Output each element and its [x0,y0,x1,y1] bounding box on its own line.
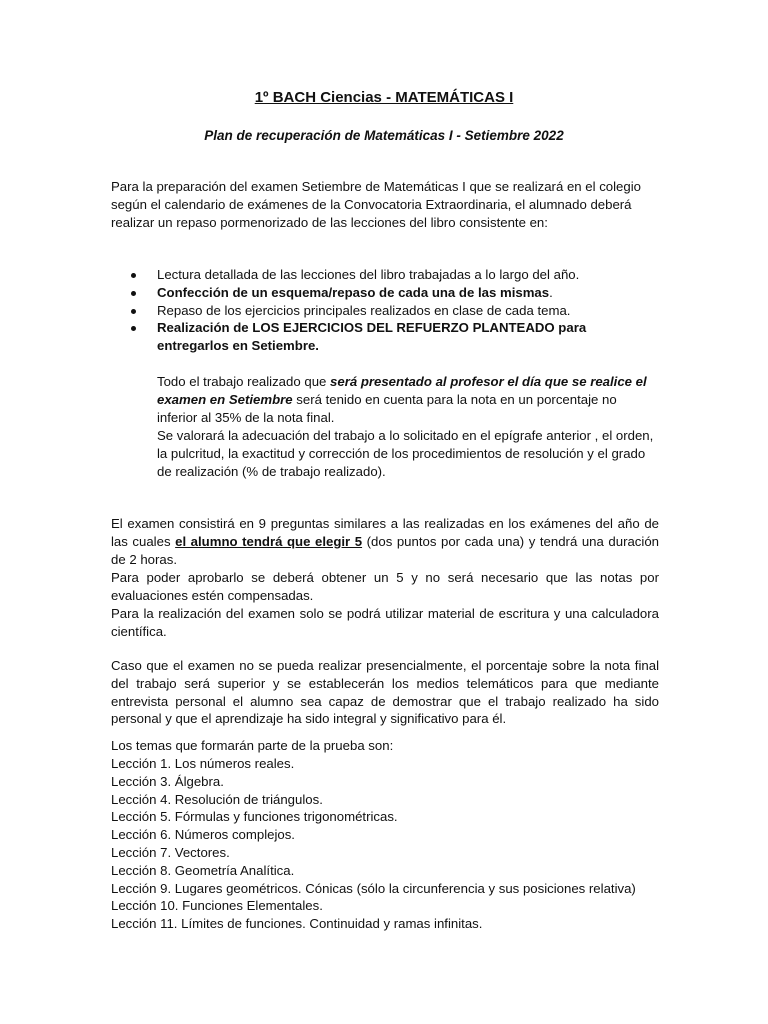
exam-text: El examen consistirá en 9 preguntas similares a las realizadas en los exámenes del año de las cuales [111,516,659,549]
list-item-text-end: . [549,284,553,300]
lesson-item: Lección 8. Geometría Analítica. [111,862,295,878]
exam-materials-paragraph: Para la realización del examen solo se podrá utilizar material de escritura y una calculadora científica. [111,606,659,639]
list-item-text-bold: Confección de un esquema/repaso de cada una de las mismas [157,284,550,300]
list-item-text-bold: Realización de LOS EJERCICIOS DEL REFUERZO PLANTEADO para entregarlos en Setiembre. [157,320,587,354]
lesson-item: Lección 6. Números complejos. [111,827,295,843]
work-emphasis: será presentado al profesor el día que se realice el examen en Setiembre [157,374,647,407]
list-item [111,302,659,320]
list-item [111,319,659,355]
topics-heading: Los temas que formarán parte de la prueba son: [111,738,394,753]
review-tasks-list [111,266,659,355]
lesson-item: Lección 7. Vectores. [111,844,230,860]
lesson-item: Lección 5. Fórmulas y funciones trigonométricas. [111,809,398,825]
intro-paragraph: Para la preparación del examen Setiembre de Matemáticas I que se realizará en el colegio según el calendario de exámenes de la Convocatoria Extraordinaria, el alumnado deberá realizar un repaso pormenorizado de las lecciones del libro consistente en: [111,179,641,230]
list-item-text: Repaso de los ejercicios principales realizados en clase de cada tema. [157,302,571,318]
lesson-item: Lección 11. Límites de funciones. Continuidad y ramas infinitas. [111,916,483,932]
lesson-item: Lección 10. Funciones Elementales. [111,898,323,914]
exam-text: (dos puntos por cada una) y tendrá una duración de 2 horas. [111,533,659,567]
remote-exam-paragraph: Caso que el examen no se pueda realizar presencialmente, el porcentaje sobre la nota final del trabajo será superior y se establecerán los medios telemáticos para que mediante entrevista personal el alumno sea capaz de demostrar que el trabajo realizado ha sido personal y que el aprendizaje ha sido integral y significativo para él. [111,658,659,727]
lesson-item: Lección 3. Álgebra. [111,773,224,789]
lesson-item: Lección 9. Lugares geométricos. Cónicas (sólo la circunferencia y sus posiciones relativa) [111,880,636,896]
work-text: Todo el trabajo realizado que [157,374,331,389]
work-criteria-paragraph: Se valorará la adecuación del trabajo a lo solicitado en el epígrafe anterior , el orden, la pulcritud, la exactitud y corrección de los procedimientos de resolución y el grado de realización (% de trabajo realizado). [157,428,654,479]
bullet-icon [131,291,136,296]
document-subtitle: Plan de recuperación de Matemáticas I - Setiembre 2022 [204,128,564,143]
list-item [111,284,659,302]
list-item-text: Lectura detallada de las lecciones del libro trabajadas a lo largo del año. [157,267,580,282]
exam-description-paragraph [111,515,659,568]
bullet-icon [131,273,136,278]
lessons-list [111,755,659,933]
bullet-icon [131,326,136,331]
work-text: será tenido en cuenta para la nota en un porcentaje no inferior al 35% de la nota final. [157,391,617,425]
bullet-icon [131,309,136,314]
exam-pass-paragraph: Para poder aprobarlo se deberá obtener un 5 y no será necesario que las notas por evaluaciones estén compensadas. [111,570,659,603]
document-title: 1º BACH Ciencias - MATEMÁTICAS I [254,89,514,106]
lesson-item: Lección 1. Los números reales. [111,756,295,771]
lesson-item: Lección 4. Resolución de triángulos. [111,791,323,807]
exam-emphasis: el alumno tendrá que elegir 5 [175,533,363,549]
list-item [111,266,659,284]
work-evaluation-paragraph [157,373,657,426]
